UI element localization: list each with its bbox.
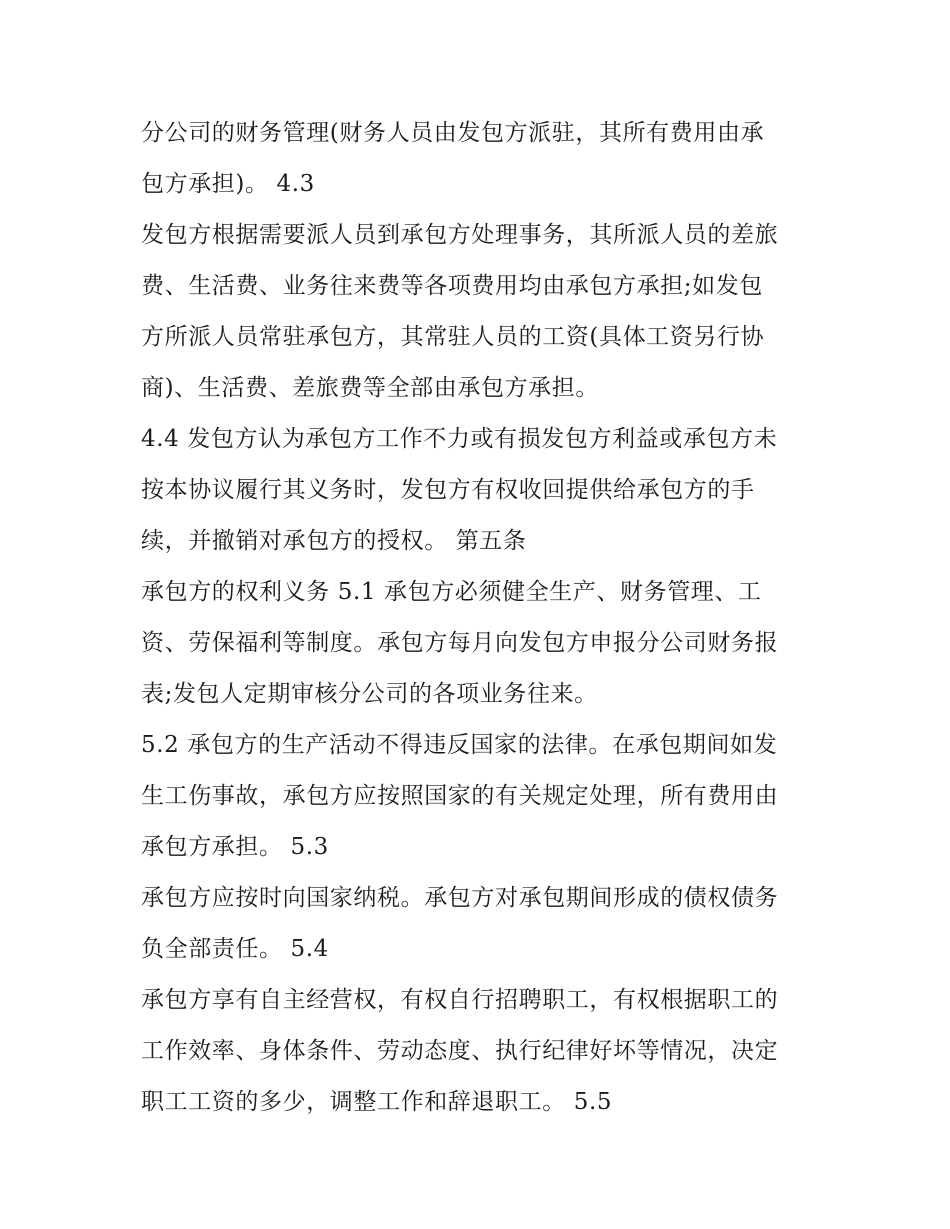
- text-line: 承包方的权利义务 5.1 承包方必须健全生产、财务管理、工: [141, 579, 762, 605]
- text-line: 生工伤事故，承包方应按照国家的有关规定处理，所有费用由: [141, 783, 779, 809]
- text-line: 发包方根据需要派人员到承包方处理事务，其所派人员的差旅: [141, 222, 779, 248]
- text-line: 分公司的财务管理(财务人员由发包方派驻，其所有费用由承: [141, 120, 765, 146]
- text-line: 商)、生活费、差旅费等全部由承包方承担。: [141, 375, 599, 401]
- text-line: 费、生活费、业务往来费等各项费用均由承包方承担;如发包: [141, 273, 763, 299]
- text-line: 4.4 发包方认为承包方工作不力或有损发包方利益或承包方未: [141, 426, 778, 452]
- text-line: 方所派人员常驻承包方，其常驻人员的工资(具体工资另行协: [141, 324, 765, 350]
- text-line: 表;发包人定期审核分公司的各项业务往来。: [141, 681, 598, 707]
- text-line: 承包方承担。 5.3: [141, 834, 329, 860]
- text-line: 5.2 承包方的生产活动不得违反国家的法律。在承包期间如发: [141, 732, 778, 758]
- text-line: 资、劳保福利等制度。承包方每月向发包方申报分公司财务报: [141, 630, 779, 656]
- text-line: 续，并撤销对承包方的授权。 第五条: [141, 528, 527, 554]
- text-line: 按本协议履行其义务时，发包方有权收回提供给承包方的手: [141, 477, 755, 503]
- text-line: 工作效率、身体条件、劳动态度、执行纪律好坏等情况，决定: [141, 1038, 779, 1064]
- text-line: 承包方应按时向国家纳税。承包方对承包期间形成的债权债务: [141, 885, 779, 911]
- text-line: 职工工资的多少，调整工作和辞退职工。 5.5: [141, 1089, 613, 1115]
- text-line: 包方承担)。 4.3: [141, 171, 315, 197]
- text-line: 承包方享有自主经营权，有权自行招聘职工，有权根据职工的: [141, 987, 779, 1013]
- document-body: [141, 108, 821, 1128]
- text-line: 负全部责任。 5.4: [141, 936, 329, 962]
